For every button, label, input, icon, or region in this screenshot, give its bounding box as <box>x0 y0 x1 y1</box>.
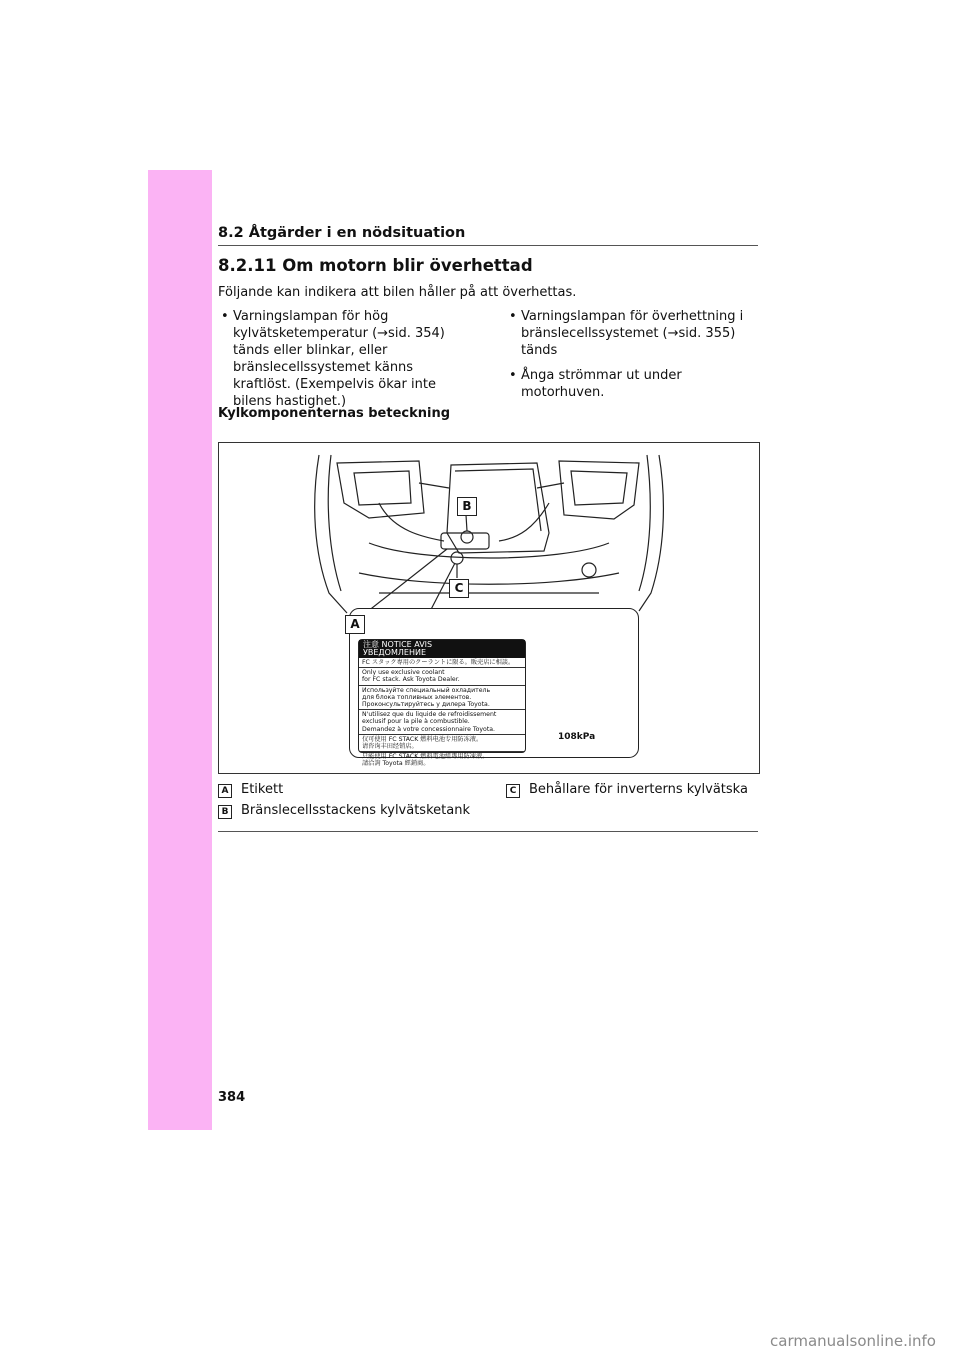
page-number: 384 <box>218 1090 246 1105</box>
caption-letter: B <box>218 805 232 819</box>
bullet-item: • Varningslampan för överhettning i bränslecellssystemet (→sid. 355) tänds <box>506 308 756 359</box>
notice-row: N'utilisez que du liquide de refroidissement exclusif pour la pile à combustible. Demandez à votre concessionnaire Toyota. <box>359 710 525 735</box>
chapter-side-tab <box>148 170 212 1130</box>
callout-c: C <box>449 579 469 598</box>
notice-row: Используйте специальный охладитель для блока топливных элементов. Проконсультируйтесь у дилера Toyota. <box>359 686 525 711</box>
section-header: 8.2 Åtgärder i en nödsituation <box>218 225 466 241</box>
notice-header-line: 注意 NOTICE AVIS <box>363 640 433 649</box>
bottom-divider <box>218 831 758 832</box>
caption-letter: A <box>218 784 232 798</box>
engine-bay-figure <box>218 442 760 774</box>
callout-a: A <box>345 615 365 634</box>
subheading: Kylkomponenternas beteckning <box>218 406 451 421</box>
bullet-list-left <box>218 308 468 418</box>
caption-text: Behållare för inverterns kylvätska <box>529 782 748 797</box>
notice-header <box>359 640 525 658</box>
pressure-label: 108kPa <box>558 732 596 742</box>
notice-header-line: УВЕДОМЛЕНИЕ <box>363 648 426 657</box>
caption-text: Bränslecellsstackens kylvätsketank <box>241 803 470 818</box>
caption-letter: C <box>506 784 520 798</box>
caption-c <box>506 782 748 798</box>
caption-a <box>218 782 283 798</box>
notice-sticker <box>358 639 526 768</box>
callout-b: B <box>457 497 477 516</box>
coolant-label-card <box>349 608 639 768</box>
intro-text: Följande kan indikera att bilen håller på att överhettas. <box>218 285 577 300</box>
notice-row: 仅可使用 FC STACK 燃料电池专用防冻液。 请咨询丰田经销店。 <box>359 735 525 752</box>
notice-row: FC スタック専用のクーラントに限る。販売店に相談。 <box>359 658 525 668</box>
caption-b <box>218 803 470 819</box>
caption-text: Etikett <box>241 782 284 797</box>
bullet-item: • Ånga strömmar ut under motorhuven. <box>506 367 756 401</box>
header-divider <box>218 245 758 246</box>
bullet-list-right <box>506 308 756 409</box>
watermark: carmanualsonline.info <box>770 1332 936 1350</box>
page-title: 8.2.11 Om motorn blir överhettad <box>218 256 533 275</box>
bullet-item: • Varningslampan för hög kylvätsketemperatur (→sid. 354) tänds eller blinkar, eller bränslecellssystemet känns kraftlöst. (Exempelvis ökar inte bilens hastighet.) <box>218 308 468 410</box>
notice-row: 只能使用 FC STACK 燃料電池組專用防凍液。 請洽詢 Toyota 經銷商。 <box>362 753 489 768</box>
notice-row: Only use exclusive coolant for FC stack. Ask Toyota Dealer. <box>359 668 525 685</box>
